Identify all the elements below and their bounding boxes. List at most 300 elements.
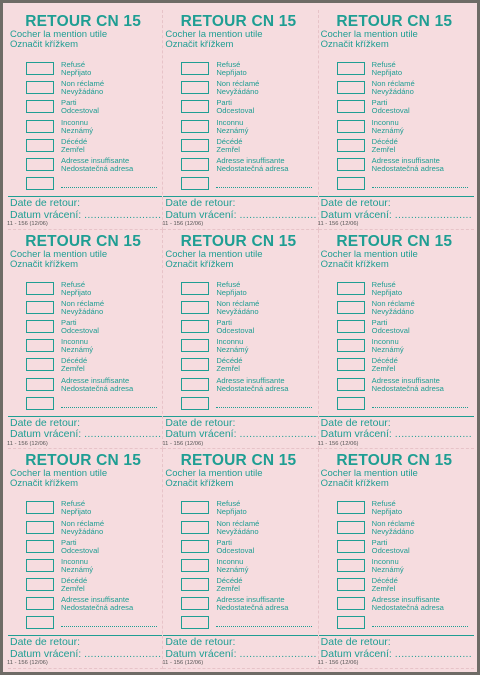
form-code: 11 - 156 (12/06) xyxy=(162,440,204,447)
return-date-block xyxy=(10,418,161,441)
return-date-block xyxy=(321,637,472,660)
checkbox[interactable] xyxy=(337,501,365,514)
option-row xyxy=(181,597,313,616)
option-row xyxy=(337,155,470,177)
option-label-cz: Odcestoval xyxy=(216,326,255,336)
option-label-fr: Parti xyxy=(371,537,388,547)
option-label-cz: Neznámý xyxy=(371,564,404,574)
option-row xyxy=(181,177,313,196)
cn15-label xyxy=(8,449,163,669)
instructions xyxy=(165,469,262,489)
option-label xyxy=(61,577,87,593)
instruction-fr: Cocher la mention utile xyxy=(320,29,418,40)
form-title: RETOUR CN 15 xyxy=(180,232,297,250)
checkbox[interactable] xyxy=(337,521,365,534)
checkbox[interactable] xyxy=(337,616,365,629)
checkbox[interactable] xyxy=(181,100,209,113)
date-label-cz xyxy=(321,429,472,441)
datum-label: Datum vrácení: xyxy=(320,428,392,441)
checkbox[interactable] xyxy=(26,177,54,190)
date-label-cz xyxy=(165,649,316,661)
option-label-cz: Nevyžádáno xyxy=(371,306,414,316)
option-label xyxy=(61,281,91,297)
option-label xyxy=(372,377,444,393)
option-label-cz: Zemřel xyxy=(61,144,85,154)
option-label-fr: Inconnu xyxy=(371,337,399,347)
option-label xyxy=(61,80,104,96)
option-label-fr: Inconnu xyxy=(61,337,89,347)
datum-fill-dots: ........................ xyxy=(84,647,162,660)
date-label-cz xyxy=(10,649,161,661)
option-row xyxy=(181,155,313,177)
checkbox[interactable] xyxy=(26,158,54,171)
checkbox[interactable] xyxy=(26,339,54,352)
checkbox[interactable] xyxy=(181,358,209,371)
checkbox[interactable] xyxy=(26,540,54,553)
option-label xyxy=(61,377,133,393)
option-label xyxy=(216,80,259,96)
option-label-fr: Adresse insuffisante xyxy=(216,595,285,605)
form-title: RETOUR CN 15 xyxy=(25,232,142,250)
option-row xyxy=(26,81,158,100)
instructions xyxy=(321,250,418,270)
checkbox[interactable] xyxy=(181,616,209,629)
option-label-cz: Nevyžádáno xyxy=(371,87,414,97)
option-label-fr: Non réclamé xyxy=(61,79,105,89)
checkbox[interactable] xyxy=(26,501,54,514)
form-title: RETOUR CN 15 xyxy=(180,13,297,30)
option-row xyxy=(181,358,313,377)
option-label-fr: Décédé xyxy=(216,136,243,146)
option-label xyxy=(216,520,259,536)
free-text-line[interactable] xyxy=(216,187,312,188)
return-date-block xyxy=(165,637,316,660)
return-date-block xyxy=(10,637,161,660)
checkbox[interactable] xyxy=(337,100,365,113)
option-label-cz: Nedostatečná adresa xyxy=(371,383,444,393)
cn15-label xyxy=(8,10,163,230)
form-code: 11 - 156 (12/06) xyxy=(317,660,359,667)
option-label-fr: Non réclamé xyxy=(216,518,260,528)
option-list xyxy=(337,279,470,416)
option-row xyxy=(26,616,158,635)
date-label-cz xyxy=(10,429,161,441)
instruction-fr: Cocher la mention utile xyxy=(10,248,108,260)
return-date-block xyxy=(321,198,472,221)
checkbox[interactable] xyxy=(181,597,209,610)
option-label xyxy=(372,99,410,115)
option-label xyxy=(372,281,402,297)
date-label-cz xyxy=(165,210,316,222)
option-label-fr: Parti xyxy=(61,318,77,328)
option-label-fr: Refusé xyxy=(216,499,241,509)
return-date-block xyxy=(10,198,161,221)
option-label-fr: Non réclamé xyxy=(61,518,105,528)
checkbox[interactable] xyxy=(181,120,209,133)
option-row xyxy=(26,537,158,559)
option-label xyxy=(216,558,248,574)
option-row xyxy=(181,279,313,301)
checkbox[interactable] xyxy=(337,282,365,295)
checkbox[interactable] xyxy=(26,521,54,534)
checkbox[interactable] xyxy=(181,397,209,410)
option-row xyxy=(26,155,158,177)
option-label-fr: Parti xyxy=(61,98,77,108)
option-label-cz: Nevyžádáno xyxy=(216,306,259,316)
instructions xyxy=(10,469,107,489)
form-code: 11 - 156 (12/06) xyxy=(317,221,359,227)
option-row xyxy=(26,320,158,339)
free-text-line[interactable] xyxy=(61,407,157,408)
option-label-cz: Odcestoval xyxy=(371,326,410,336)
option-label-cz: Zemřel xyxy=(61,584,85,594)
option-row xyxy=(337,616,470,635)
option-row xyxy=(337,320,470,339)
option-label-cz: Zemřel xyxy=(371,584,396,594)
option-label xyxy=(216,138,242,154)
date-label-fr: Date de retour: xyxy=(165,636,236,649)
instruction-cz: Označit křížkem xyxy=(320,478,389,490)
option-row xyxy=(181,100,313,119)
option-row xyxy=(26,556,158,578)
option-row xyxy=(181,298,313,320)
option-row xyxy=(26,597,158,616)
option-label xyxy=(61,500,91,516)
option-label-fr: Adresse insuffisante xyxy=(61,155,130,165)
checkbox[interactable] xyxy=(181,81,209,94)
option-label-cz: Neznámý xyxy=(371,125,404,135)
instructions xyxy=(10,250,107,270)
option-label-fr: Inconnu xyxy=(216,556,244,566)
option-label xyxy=(372,539,410,555)
option-label-fr: Non réclamé xyxy=(371,79,415,89)
free-text-line[interactable] xyxy=(372,626,468,627)
checkbox[interactable] xyxy=(26,559,54,572)
option-list xyxy=(26,62,158,196)
option-label-fr: Refusé xyxy=(61,499,86,509)
option-label xyxy=(372,80,415,96)
option-label xyxy=(216,157,288,173)
checkbox[interactable] xyxy=(181,578,209,591)
option-label-fr: Refusé xyxy=(61,279,86,289)
date-label-fr: Date de retour: xyxy=(320,636,391,649)
checkbox[interactable] xyxy=(337,578,365,591)
option-label-fr: Décédé xyxy=(61,356,88,366)
checkbox[interactable] xyxy=(26,139,54,152)
instruction-fr: Cocher la mention utile xyxy=(320,248,418,260)
option-list xyxy=(181,501,313,635)
form-title: RETOUR CN 15 xyxy=(25,452,142,470)
form-code: 11 - 156 (12/06) xyxy=(7,440,48,447)
checkbox[interactable] xyxy=(181,177,209,190)
option-label-cz: Nevyžádáno xyxy=(61,526,104,536)
return-date-block xyxy=(165,198,316,221)
checkbox[interactable] xyxy=(337,320,365,333)
option-row xyxy=(26,177,158,196)
option-row xyxy=(337,556,470,578)
cn15-label xyxy=(319,230,474,450)
option-list xyxy=(337,62,470,196)
datum-fill-dots: ........................ xyxy=(239,428,317,441)
option-label xyxy=(216,99,254,115)
checkbox[interactable] xyxy=(337,62,365,75)
checkbox[interactable] xyxy=(337,120,365,133)
option-label xyxy=(216,377,288,393)
option-label-cz: Nevyžádáno xyxy=(371,526,414,536)
checkbox[interactable] xyxy=(181,559,209,572)
option-label-cz: Nepřijato xyxy=(371,287,403,297)
option-label-fr: Décédé xyxy=(216,576,243,586)
checkbox[interactable] xyxy=(26,301,54,314)
checkbox[interactable] xyxy=(337,139,365,152)
option-label xyxy=(372,338,404,354)
option-row xyxy=(181,501,313,520)
datum-fill-dots: ........................ xyxy=(239,647,317,660)
cn15-label xyxy=(319,449,474,669)
option-row xyxy=(181,81,313,100)
checkbox[interactable] xyxy=(181,320,209,333)
checkbox[interactable] xyxy=(337,339,365,352)
option-label xyxy=(61,61,91,77)
date-label-cz xyxy=(321,210,472,222)
form-code: 11 - 156 (12/06) xyxy=(317,440,359,447)
option-label xyxy=(372,119,404,135)
free-text-line[interactable] xyxy=(216,626,312,627)
free-text-line[interactable] xyxy=(372,407,468,408)
option-label xyxy=(61,357,87,373)
instruction-fr: Cocher la mention utile xyxy=(165,248,263,260)
checkbox[interactable] xyxy=(181,339,209,352)
option-label-fr: Non réclamé xyxy=(371,298,415,308)
option-row xyxy=(337,100,470,119)
option-row xyxy=(337,177,470,196)
option-label-fr: Parti xyxy=(371,98,388,108)
option-row xyxy=(26,501,158,520)
cn15-label xyxy=(8,230,163,450)
option-label-fr: Parti xyxy=(371,318,388,328)
option-label-fr: Adresse insuffisante xyxy=(216,375,285,385)
checkbox[interactable] xyxy=(26,397,54,410)
option-row xyxy=(337,358,470,377)
option-label-cz: Neznámý xyxy=(216,125,249,135)
instruction-cz: Označit křížkem xyxy=(320,258,389,270)
option-row xyxy=(26,358,158,377)
option-label xyxy=(216,596,288,612)
checkbox[interactable] xyxy=(181,158,209,171)
option-label xyxy=(216,577,242,593)
option-label xyxy=(372,300,415,316)
instruction-cz: Označit křížkem xyxy=(10,39,79,50)
option-label-cz: Nedostatečná adresa xyxy=(61,603,134,613)
checkbox[interactable] xyxy=(337,397,365,410)
instructions xyxy=(321,30,418,50)
option-label-cz: Nevyžádáno xyxy=(61,87,104,97)
option-label-cz: Odcestoval xyxy=(371,106,410,116)
checkbox[interactable] xyxy=(181,501,209,514)
datum-fill-dots: ........................ xyxy=(394,208,472,221)
date-label-fr: Date de retour: xyxy=(320,416,391,429)
checkbox[interactable] xyxy=(337,378,365,391)
option-label-cz: Nepřijato xyxy=(61,507,92,517)
option-label-fr: Adresse insuffisante xyxy=(371,595,440,605)
date-label-fr: Date de retour: xyxy=(10,636,81,649)
option-label-fr: Parti xyxy=(216,318,232,328)
option-row xyxy=(181,537,313,559)
checkbox[interactable] xyxy=(26,358,54,371)
form-code: 11 - 156 (12/06) xyxy=(162,221,204,227)
option-label-fr: Décédé xyxy=(61,576,88,586)
return-date-block xyxy=(165,418,316,441)
free-text-line[interactable] xyxy=(61,626,157,627)
option-label-cz: Nedostatečná adresa xyxy=(216,163,289,173)
checkbox[interactable] xyxy=(181,139,209,152)
option-row xyxy=(337,397,470,416)
option-label-cz: Odcestoval xyxy=(61,106,99,116)
checkbox[interactable] xyxy=(181,521,209,534)
option-label-cz: Nepřijato xyxy=(216,68,247,77)
option-label-fr: Adresse insuffisante xyxy=(371,155,440,165)
instruction-cz: Označit křížkem xyxy=(165,258,234,270)
option-label xyxy=(372,138,398,154)
option-label-fr: Refusé xyxy=(216,60,241,69)
datum-label: Datum vrácení: xyxy=(10,428,82,441)
option-row xyxy=(181,339,313,358)
option-label xyxy=(61,119,93,135)
instruction-cz: Označit křížkem xyxy=(165,39,234,50)
datum-fill-dots: ........................ xyxy=(394,647,472,660)
cn15-label xyxy=(319,10,474,230)
option-label-cz: Neznámý xyxy=(61,564,94,574)
instruction-fr: Cocher la mention utile xyxy=(165,29,263,40)
option-row xyxy=(26,117,158,139)
option-row xyxy=(181,518,313,540)
option-label-fr: Décédé xyxy=(216,356,243,366)
checkbox[interactable] xyxy=(337,358,365,371)
form-code: 11 - 156 (12/06) xyxy=(7,660,48,667)
option-label xyxy=(61,520,104,536)
option-label-fr: Inconnu xyxy=(371,556,399,566)
option-label-fr: Décédé xyxy=(61,136,88,146)
datum-label: Datum vrácení: xyxy=(165,428,237,441)
option-label-cz: Zemřel xyxy=(216,584,240,594)
option-label-cz: Nedostatečná adresa xyxy=(371,163,444,173)
form-title: RETOUR CN 15 xyxy=(336,452,453,470)
option-label-fr: Inconnu xyxy=(371,117,399,127)
checkbox[interactable] xyxy=(26,378,54,391)
option-label-cz: Odcestoval xyxy=(216,106,255,116)
option-label-fr: Refusé xyxy=(371,60,396,69)
free-text-line[interactable] xyxy=(61,187,157,188)
option-label-fr: Non réclamé xyxy=(371,518,415,528)
option-label-cz: Odcestoval xyxy=(371,545,410,555)
checkbox[interactable] xyxy=(26,578,54,591)
option-label-cz: Zemřel xyxy=(216,364,240,374)
option-label-fr: Adresse insuffisante xyxy=(61,595,130,605)
checkbox[interactable] xyxy=(337,540,365,553)
checkbox[interactable] xyxy=(181,62,209,75)
option-label xyxy=(372,157,444,173)
option-label xyxy=(216,357,242,373)
option-label-cz: Nevyžádáno xyxy=(61,306,104,316)
date-label-fr: Date de retour: xyxy=(165,416,236,429)
option-row xyxy=(26,339,158,358)
option-label-fr: Adresse insuffisante xyxy=(216,155,285,165)
option-label-fr: Adresse insuffisante xyxy=(371,375,440,385)
option-row xyxy=(26,397,158,416)
option-label-cz: Odcestoval xyxy=(61,326,99,336)
option-row xyxy=(337,117,470,139)
option-label-fr: Inconnu xyxy=(61,556,89,566)
form-title: RETOUR CN 15 xyxy=(336,13,453,30)
checkbox[interactable] xyxy=(26,81,54,94)
checkbox[interactable] xyxy=(337,559,365,572)
checkbox[interactable] xyxy=(181,301,209,314)
option-label-cz: Nepřijato xyxy=(216,507,247,517)
checkbox[interactable] xyxy=(337,158,365,171)
instructions xyxy=(321,469,418,489)
checkbox[interactable] xyxy=(337,81,365,94)
checkbox[interactable] xyxy=(181,540,209,553)
option-label xyxy=(372,500,402,516)
date-label-cz xyxy=(10,210,161,222)
option-row xyxy=(181,616,313,635)
checkbox[interactable] xyxy=(26,282,54,295)
free-text-line[interactable] xyxy=(372,187,468,188)
option-label-cz: Odcestoval xyxy=(216,545,255,555)
option-label xyxy=(216,539,254,555)
checkbox[interactable] xyxy=(181,378,209,391)
option-label-fr: Décédé xyxy=(371,136,398,146)
checkbox[interactable] xyxy=(26,597,54,610)
checkbox[interactable] xyxy=(181,282,209,295)
option-label-fr: Parti xyxy=(216,537,232,547)
option-row xyxy=(337,298,470,320)
date-label-fr: Date de retour: xyxy=(320,197,391,209)
checkbox[interactable] xyxy=(26,320,54,333)
option-label xyxy=(216,281,246,297)
checkbox[interactable] xyxy=(26,62,54,75)
option-label-fr: Inconnu xyxy=(61,117,89,127)
option-label-fr: Non réclamé xyxy=(61,298,105,308)
option-label xyxy=(216,119,248,135)
instruction-fr: Cocher la mention utile xyxy=(10,468,108,480)
option-label-fr: Inconnu xyxy=(216,337,244,347)
option-label-cz: Neznámý xyxy=(61,345,94,355)
instructions xyxy=(10,30,107,50)
option-label-cz: Odcestoval xyxy=(61,545,99,555)
option-label-cz: Nevyžádáno xyxy=(216,87,259,97)
checkbox[interactable] xyxy=(26,120,54,133)
form-title: RETOUR CN 15 xyxy=(180,452,297,470)
option-label-fr: Inconnu xyxy=(216,117,244,127)
checkbox[interactable] xyxy=(337,301,365,314)
checkbox[interactable] xyxy=(337,177,365,190)
form-title: RETOUR CN 15 xyxy=(25,13,142,30)
instruction-cz: Označit křížkem xyxy=(165,478,234,490)
checkbox[interactable] xyxy=(337,597,365,610)
checkbox[interactable] xyxy=(26,100,54,113)
checkbox[interactable] xyxy=(26,616,54,629)
option-row xyxy=(26,518,158,540)
option-label-cz: Zemřel xyxy=(371,144,396,154)
option-label-fr: Non réclamé xyxy=(216,79,260,89)
free-text-line[interactable] xyxy=(216,407,312,408)
option-label-fr: Parti xyxy=(61,537,77,547)
option-row xyxy=(181,556,313,578)
form-title: RETOUR CN 15 xyxy=(336,232,453,250)
datum-fill-dots: ........................ xyxy=(239,208,317,221)
datum-fill-dots: ........................ xyxy=(84,208,162,221)
